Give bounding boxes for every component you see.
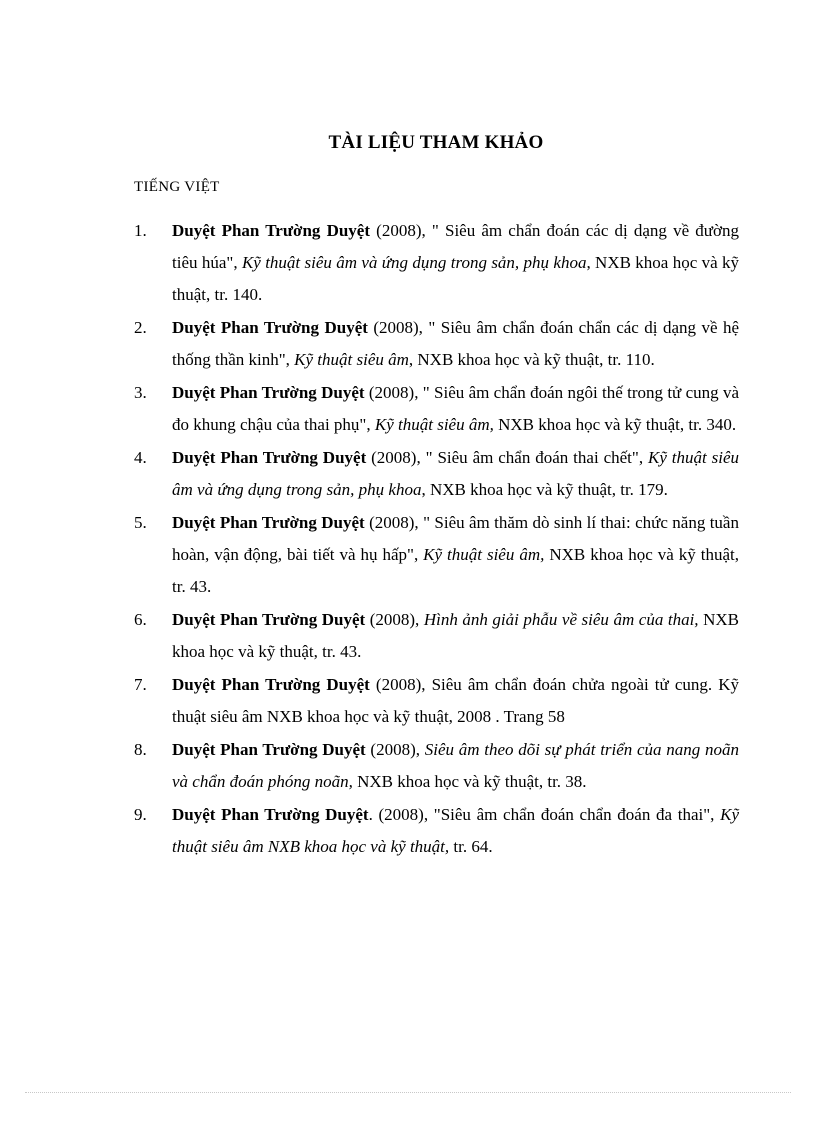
reference-item xyxy=(134,669,739,733)
reference-author: Duyệt Phan Trường Duyệt xyxy=(172,448,367,467)
reference-author: Duyệt Phan Trường Duyệt xyxy=(172,383,365,402)
reference-author: Duyệt Phan Trường Duyệt xyxy=(172,513,365,532)
reference-publisher: NXB khoa học và kỹ thuật, tr. 38. xyxy=(352,772,587,791)
reference-text: (2008), " Siêu âm chẩn đoán thai chết", xyxy=(366,448,648,467)
reference-text: . (2008), "Siêu âm chẩn đoán chẩn đoán đa thai", xyxy=(368,805,721,824)
reference-text: (2008), xyxy=(365,740,425,759)
reference-source: Kỹ thuật siêu âm, xyxy=(374,415,494,434)
page-bottom-divider xyxy=(25,1092,791,1093)
reference-source: Hình ảnh giải phẫu về siêu âm của thai, xyxy=(423,610,699,629)
reference-number: 8. xyxy=(134,740,147,759)
reference-text: (2008), " Siêu âm chẩn đoán các dị dạng về đường tiêu húa", xyxy=(172,221,739,272)
reference-number: 6. xyxy=(134,610,147,629)
reference-text: (2008), Siêu âm chẩn đoán chửa ngoài tử cung. Kỹ thuật siêu âm NXB khoa học và kỹ thuật, 2008 . Trang 58 xyxy=(172,675,739,726)
reference-publisher: NXB khoa học và kỹ thuật, tr. 340. xyxy=(493,415,737,434)
reference-author: Duyệt Phan Trường Duyệt xyxy=(172,610,366,629)
reference-text: (2008), " Siêu âm chẩn đoán chẩn các dị dạng về hệ thống thần kinh", xyxy=(172,318,739,369)
reference-item xyxy=(134,799,739,863)
reference-source: Kỹ thuật siêu âm, xyxy=(423,545,545,564)
reference-publisher: NXB khoa học và kỹ thuật, tr. 43. xyxy=(172,610,739,661)
reference-source: Kỹ thuật siêu âm và ứng dụng trong sản, phụ khoa xyxy=(172,448,739,499)
reference-item xyxy=(134,507,739,603)
reference-number: 3. xyxy=(134,383,147,402)
reference-item xyxy=(134,215,739,311)
reference-author: Duyệt Phan Trường Duyệt xyxy=(172,675,370,694)
reference-publisher: tr. 64. xyxy=(449,837,493,856)
reference-publisher: NXB khoa học và kỹ thuật, tr. 43. xyxy=(172,545,739,596)
reference-author: Duyệt Phan Trường Duyệt xyxy=(172,221,371,240)
reference-text: (2008), xyxy=(365,610,424,629)
reference-item xyxy=(134,604,739,668)
page-title: TÀI LIỆU THAM KHẢO xyxy=(328,132,544,153)
reference-author: Duyệt Phan Trường Duyệt xyxy=(172,318,368,337)
reference-number: 4. xyxy=(134,448,147,467)
reference-source: Siêu âm theo dõi sự phát triển của nang noãn và chẩn đoán phóng noãn, xyxy=(172,740,739,791)
reference-source: Kỹ thuật siêu âm và ứng dụng trong sản, phụ khoa xyxy=(241,253,587,272)
reference-publisher: , NXB khoa học và kỹ thuật, tr. 110. xyxy=(408,350,655,369)
reference-number: 9. xyxy=(134,805,147,824)
reference-text: (2008), " Siêu âm thăm dò sinh lí thai: chức năng tuần hoàn, vận động, bài tiết và hụ hấp", xyxy=(172,513,739,564)
section-heading: TIẾNG VIỆT xyxy=(134,179,220,195)
reference-author: Duyệt Phan Trường Duyệt xyxy=(172,805,369,824)
reference-number: 7. xyxy=(134,675,147,694)
reference-text: (2008), " Siêu âm chẩn đoán ngôi thế trong tử cung và đo khung chậu của thai phụ", xyxy=(172,383,740,434)
reference-source: Kỹ thuật siêu âm NXB khoa học và kỹ thuật, xyxy=(172,805,739,856)
reference-number: 1. xyxy=(134,221,147,240)
reference-number: 2. xyxy=(134,318,147,337)
reference-source: Kỹ thuật siêu âm xyxy=(294,350,409,369)
reference-author: Duyệt Phan Trường Duyệt xyxy=(172,740,366,759)
reference-item xyxy=(134,734,739,798)
reference-item xyxy=(134,312,739,376)
reference-item xyxy=(134,442,739,506)
reference-publisher: , NXB khoa học và kỹ thuật, tr. 140. xyxy=(172,253,740,304)
reference-publisher: , NXB khoa học và kỹ thuật, tr. 179. xyxy=(421,480,668,499)
reference-item xyxy=(134,377,739,441)
reference-number: 5. xyxy=(134,513,147,532)
reference-list xyxy=(134,215,739,864)
